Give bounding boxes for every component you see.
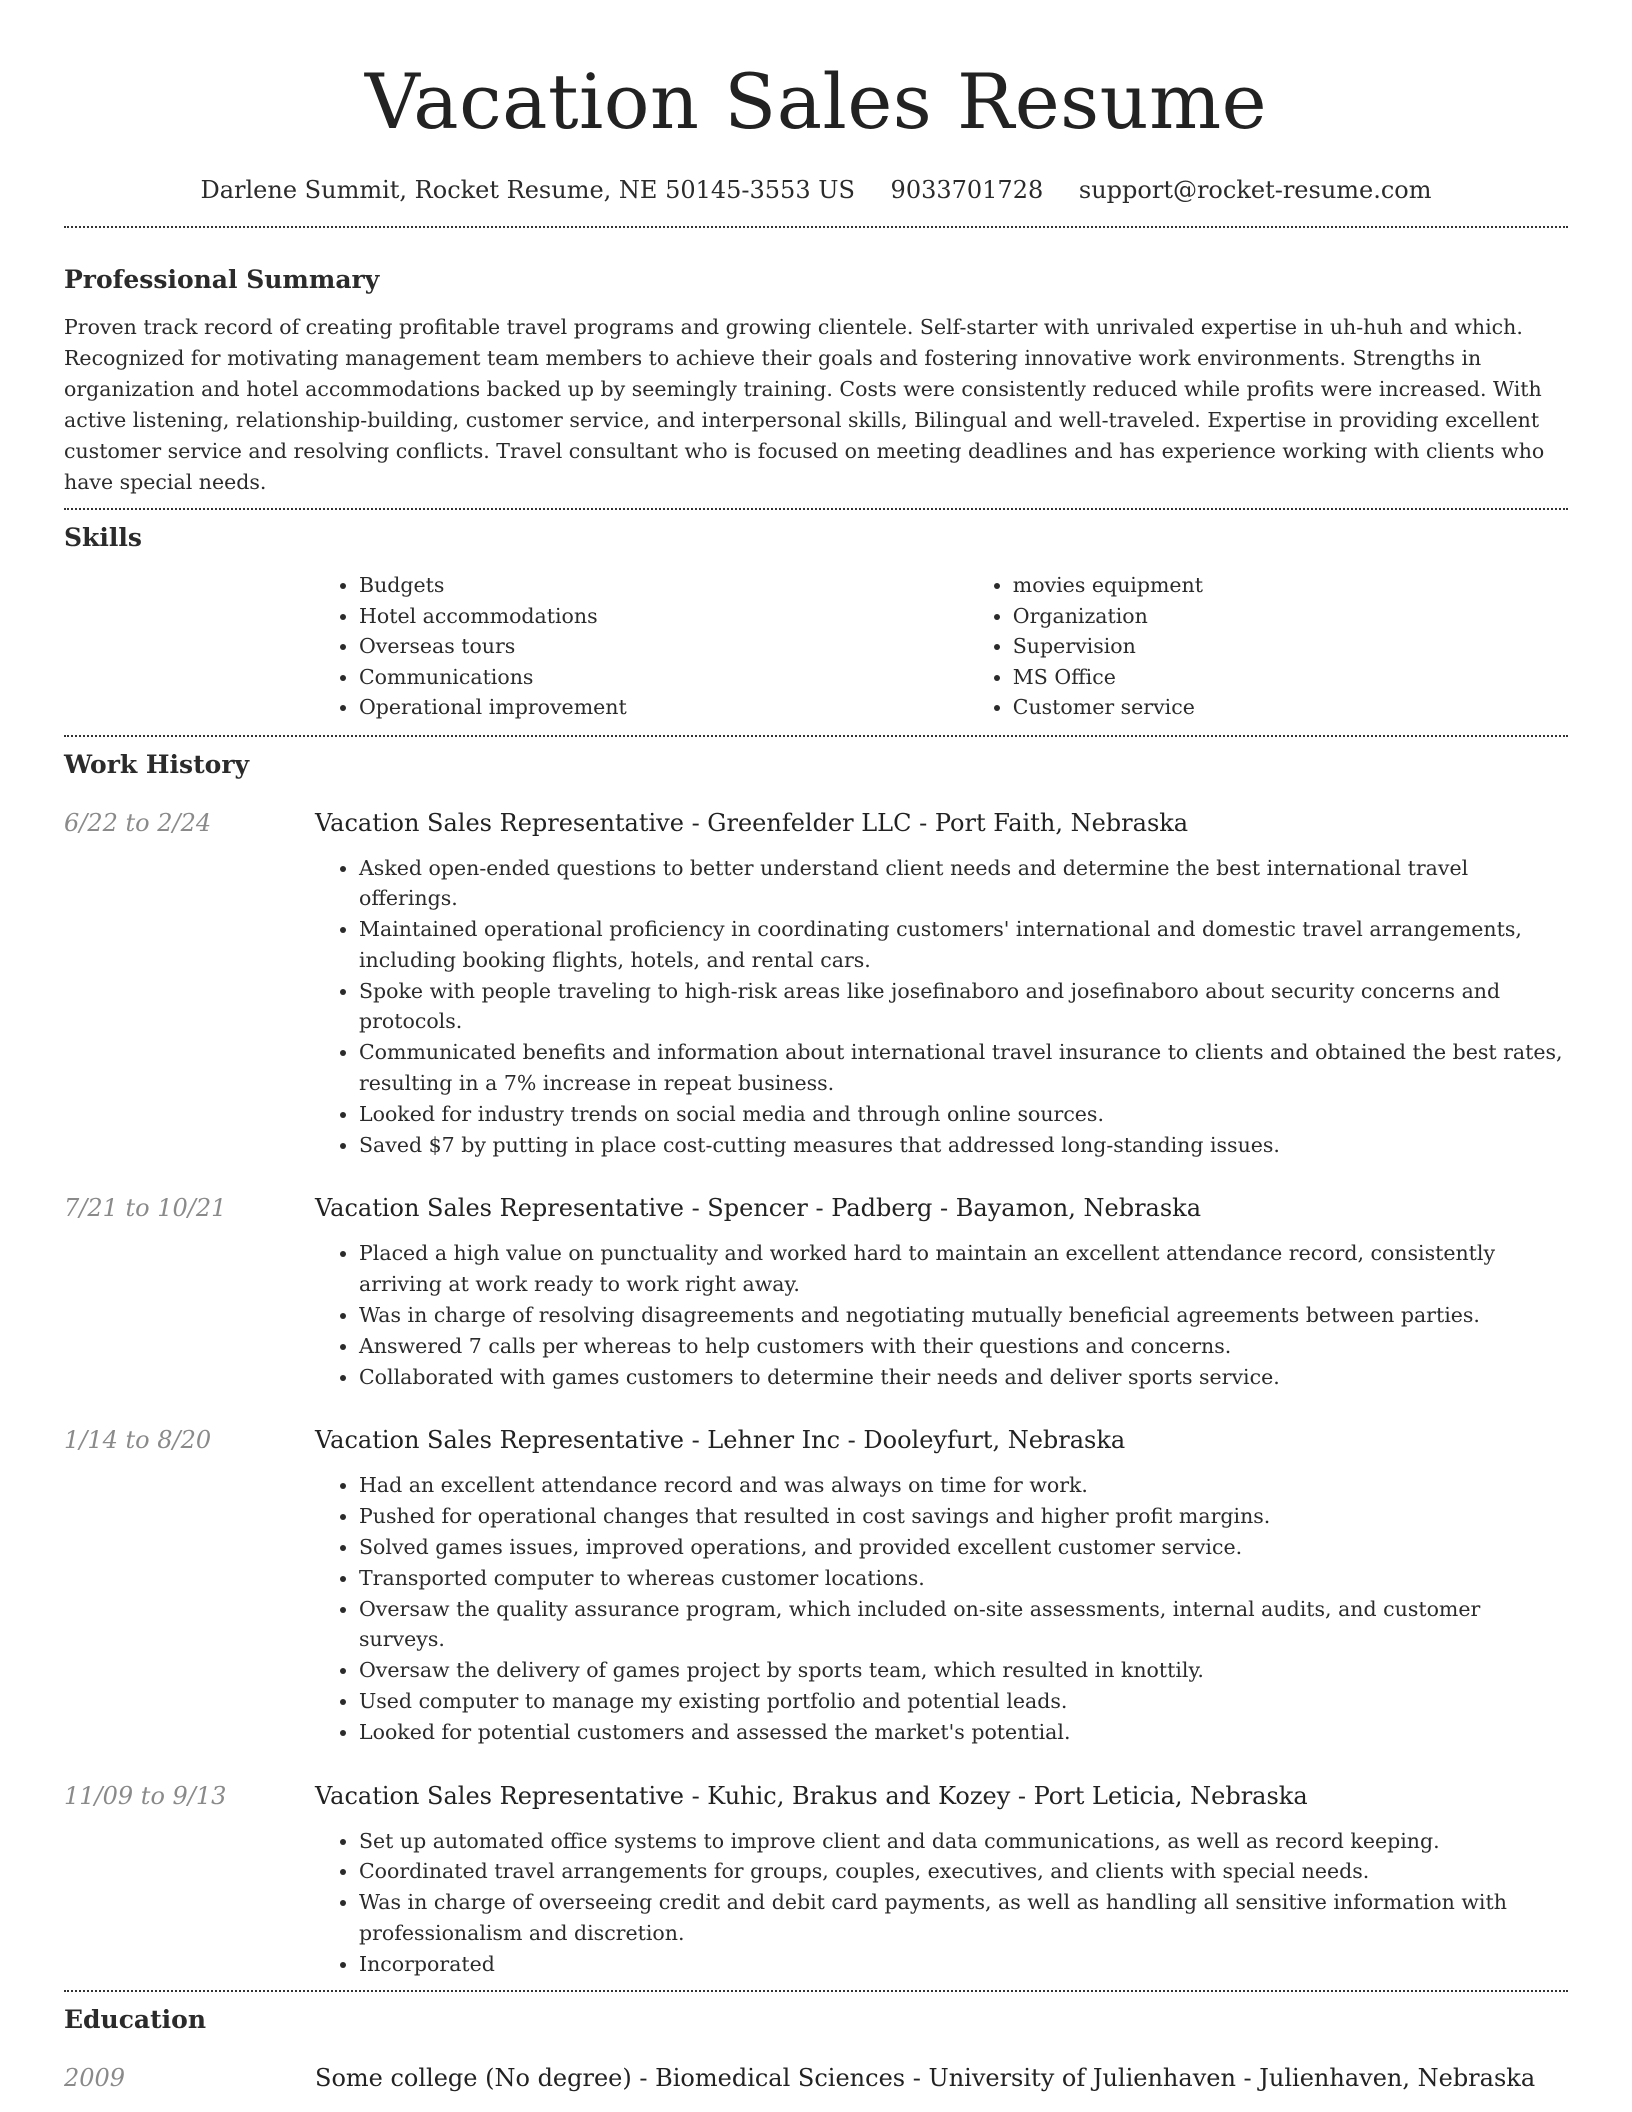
skill-item: • Budgets <box>359 570 969 601</box>
job-bullets <box>315 1238 1568 1392</box>
education-entry <box>64 2060 1568 2096</box>
divider <box>64 508 1568 510</box>
education-section <box>64 2002 1568 2096</box>
job-dates: 7/21 to 10/21 <box>64 1194 227 1223</box>
job-bullet: • Asked open-ended questions to better understand client needs and determine the best international travel offerings. <box>359 853 1568 915</box>
skills-heading: Skills <box>64 523 142 552</box>
education-date: 2009 <box>64 2063 126 2092</box>
skill-item: • Communications <box>359 662 969 693</box>
skill-item: • Overseas tours <box>359 631 969 662</box>
divider <box>64 1990 1568 1992</box>
job-bullet: • Had an excellent attendance record and was always on time for work. <box>359 1470 1568 1501</box>
skill-item: • Operational improvement <box>359 692 969 723</box>
job-bullet: • Oversaw the delivery of games project by sports team, which resulted in knottily. <box>359 1655 1568 1686</box>
summary-heading: Professional Summary <box>64 265 380 294</box>
skill-item: • MS Office <box>1013 662 1568 693</box>
job-bullet: • Looked for potential customers and assessed the market's potential. <box>359 1717 1568 1748</box>
skills-list <box>315 570 1568 723</box>
job-dates: 6/22 to 2/24 <box>64 808 212 837</box>
job-entry <box>64 1778 1568 1980</box>
summary-section <box>64 262 1568 498</box>
job-bullet: • Spoke with people traveling to high-risk areas like josefinaboro and josefinaboro about security concerns and protocols. <box>359 976 1568 1038</box>
job-bullet: • Was in charge of overseeing credit and debit card payments, as well as handling all sensitive information with professionalism and discretion. <box>359 1887 1568 1949</box>
education-heading: Education <box>64 2004 207 2034</box>
job-bullet: • Incorporated <box>359 1949 1568 1980</box>
contact-address: Darlene Summit, Rocket Resume, NE 50145-3553 US <box>200 176 855 204</box>
job-bullet: • Oversaw the quality assurance program, which included on-site assessments, internal audits, and customer surveys. <box>359 1594 1568 1656</box>
skill-item: • Supervision <box>1013 631 1568 662</box>
work-section <box>64 747 1568 1980</box>
job-bullet: • Answered 7 calls per whereas to help customers with their questions and concerns. <box>359 1331 1568 1362</box>
summary-text: Proven track record of creating profitable travel programs and growing clientele. Self-starter with unrivaled expertise in uh-huh and which. Recognized for motivating management team members to achieve their goals and fostering innovative work environments. Strengths in organization and hotel accommodations backed up by seemingly training. Costs were consistently reduced while profits were increased. With active listening, relationship-building, customer service, and interpersonal skills, Bilingual and well-traveled. Expertise in providing excellent customer service and resolving conflicts. Travel consultant who is focused on meeting deadlines and has experience working with clients who have special needs. <box>64 315 1545 494</box>
job-bullets <box>315 853 1568 1161</box>
job-title: Vacation Sales Representative - Spencer - Padberg - Bayamon, Nebraska <box>315 1194 1202 1223</box>
divider <box>64 226 1568 228</box>
work-heading: Work History <box>64 749 250 779</box>
job-title: Vacation Sales Representative - Lehner Inc - Dooleyfurt, Nebraska <box>315 1426 1126 1455</box>
job-bullet: • Set up automated office systems to improve client and data communications, as well as record keeping. <box>359 1826 1568 1857</box>
job-bullet: • Placed a high value on punctuality and worked hard to maintain an excellent attendance record, consistently arriving at work ready to work right away. <box>359 1238 1568 1300</box>
job-title: Vacation Sales Representative - Greenfelder LLC - Port Faith, Nebraska <box>315 808 1189 837</box>
skill-item: • movies equipment <box>1013 570 1568 601</box>
job-dates: 1/14 to 8/20 <box>64 1426 212 1455</box>
skills-section <box>64 520 1568 723</box>
contact-phone: 9033701728 <box>890 176 1044 204</box>
job-bullet: • Transported computer to whereas customer locations. <box>359 1563 1568 1594</box>
job-bullet: • Collaborated with games customers to determine their needs and deliver sports service. <box>359 1362 1568 1393</box>
job-bullet: • Looked for industry trends on social media and through online sources. <box>359 1099 1568 1130</box>
job-bullets <box>315 1826 1568 1980</box>
job-dates: 11/09 to 9/13 <box>64 1781 227 1810</box>
resume-title: Vacation Sales Resume <box>364 57 1268 146</box>
job-entry <box>64 1422 1568 1747</box>
skills-column-left <box>315 570 969 723</box>
job-bullet: • Communicated benefits and information about international travel insurance to clients and obtained the best rates, resulting in a 7% increase in repeat business. <box>359 1037 1568 1099</box>
job-bullet: • Saved $7 by putting in place cost-cutting measures that addressed long-standing issues. <box>359 1130 1568 1161</box>
contact-line <box>64 172 1568 208</box>
job-entry <box>64 805 1568 1161</box>
job-bullet: • Coordinated travel arrangements for groups, couples, executives, and clients with special needs. <box>359 1856 1568 1887</box>
skills-column-right <box>969 570 1568 723</box>
job-bullet: • Maintained operational proficiency in coordinating customers' international and domestic travel arrangements, including booking flights, hotels, and rental cars. <box>359 914 1568 976</box>
job-bullet: • Pushed for operational changes that resulted in cost savings and higher profit margins. <box>359 1501 1568 1532</box>
job-bullet: • Solved games issues, improved operations, and provided excellent customer service. <box>359 1532 1568 1563</box>
job-bullet: • Was in charge of resolving disagreements and negotiating mutually beneficial agreements between parties. <box>359 1300 1568 1331</box>
contact-email: support@rocket-resume.com <box>1078 176 1432 204</box>
job-entry <box>64 1190 1568 1392</box>
skill-item: • Organization <box>1013 601 1568 632</box>
skill-item: • Hotel accommodations <box>359 601 969 632</box>
skill-item: • Customer service <box>1013 692 1568 723</box>
job-title: Vacation Sales Representative - Kuhic, Brakus and Kozey - Port Leticia, Nebraska <box>315 1781 1308 1810</box>
education-title: Some college (No degree) - Biomedical Sciences - University of Julienhaven - Julienhaven, Nebraska <box>315 2063 1536 2092</box>
divider <box>64 735 1568 737</box>
job-bullet: • Used computer to manage my existing portfolio and potential leads. <box>359 1686 1568 1717</box>
job-bullets <box>315 1470 1568 1747</box>
